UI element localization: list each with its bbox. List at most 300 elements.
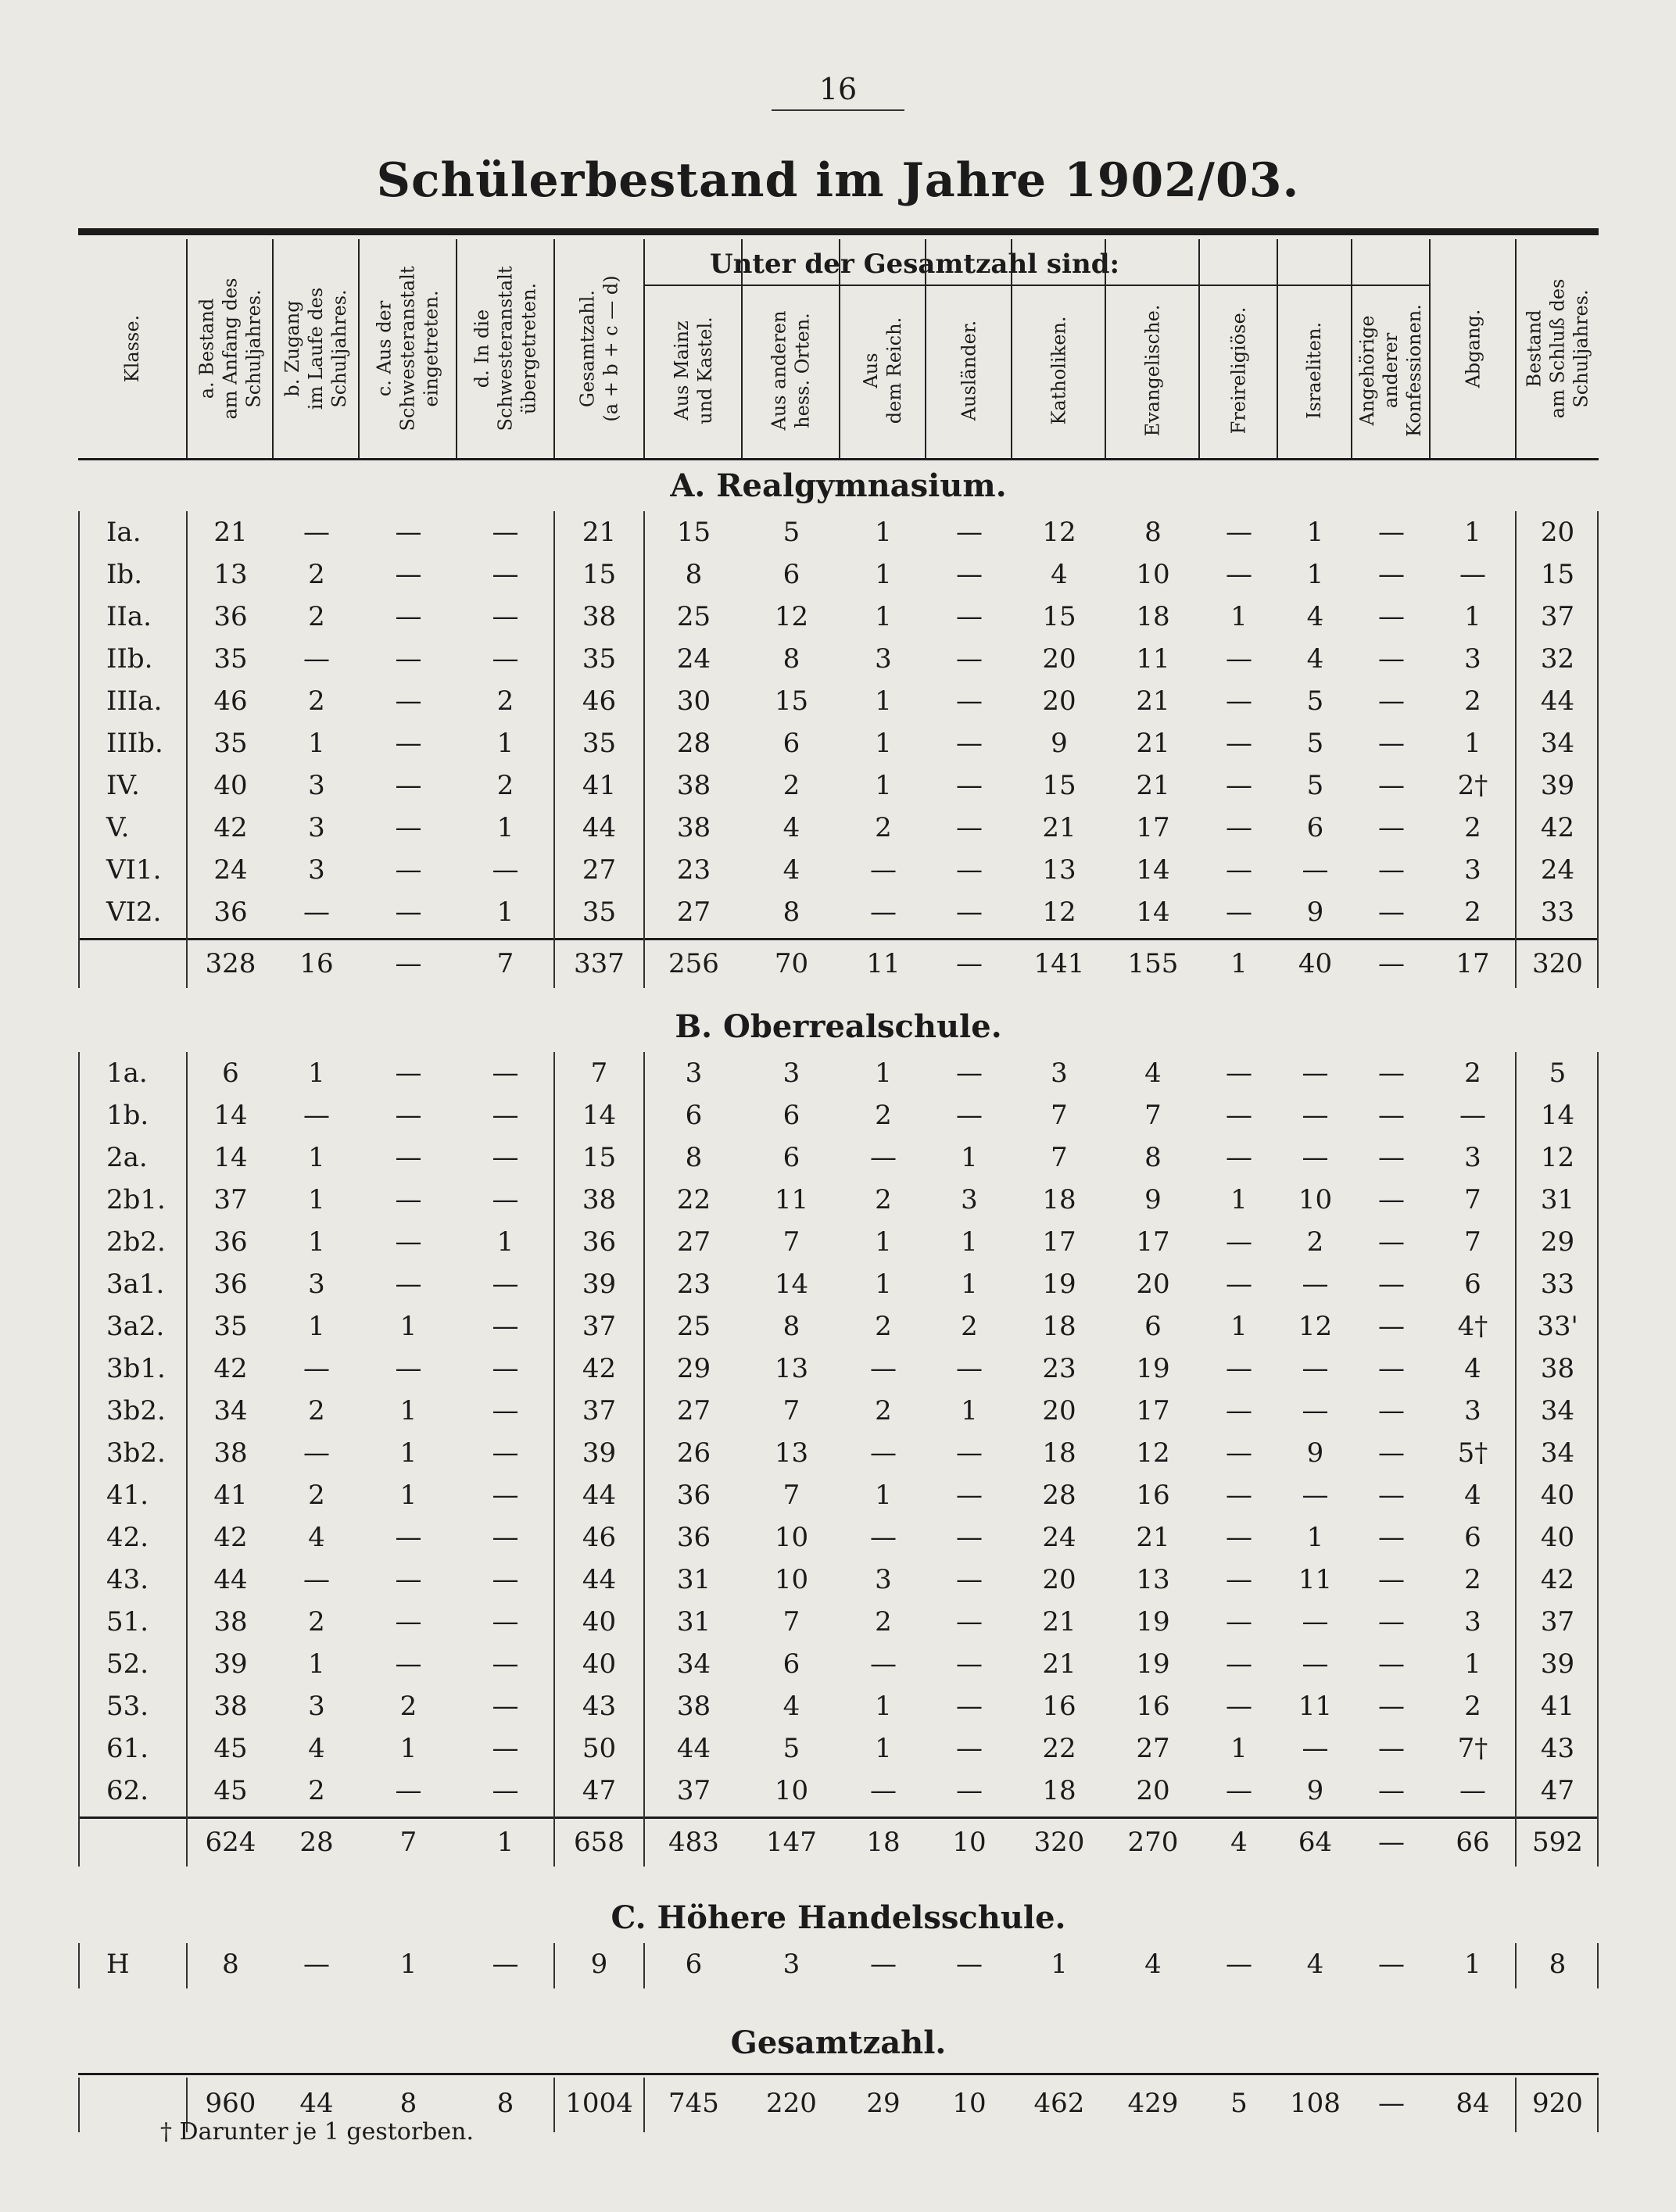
value-cell: — bbox=[1226, 1395, 1252, 1426]
value-cell: 1 bbox=[457, 807, 555, 849]
column-header bbox=[1431, 239, 1517, 458]
value-cell: — bbox=[1226, 685, 1252, 717]
value-cell: 39 bbox=[213, 1648, 248, 1680]
value-cell: 2 bbox=[875, 1100, 892, 1131]
table-row bbox=[78, 638, 1599, 680]
value-cell: 1 bbox=[875, 601, 892, 632]
value-cell: — bbox=[1226, 517, 1252, 548]
value-cell: — bbox=[395, 770, 422, 801]
value-cell: 44 bbox=[676, 1733, 711, 1764]
value-cell: — bbox=[1302, 1733, 1329, 1764]
value-cell: 40 bbox=[1540, 1480, 1575, 1511]
value-cell: 9 bbox=[1306, 897, 1324, 928]
value-cell: — bbox=[457, 1770, 555, 1812]
class-cell: 41. bbox=[78, 1474, 188, 1516]
value-cell: 42 bbox=[1540, 812, 1575, 843]
value-cell: — bbox=[457, 1094, 555, 1136]
value-cell: 16 bbox=[299, 948, 334, 979]
table-row bbox=[78, 1727, 1599, 1770]
value-cell: — bbox=[1302, 1395, 1329, 1426]
value-cell: 13 bbox=[774, 1353, 809, 1384]
column-header bbox=[926, 239, 1012, 458]
column-header-text: Israeliten. bbox=[1303, 321, 1326, 420]
value-cell: 10 bbox=[952, 1827, 987, 1858]
value-cell: — bbox=[1226, 897, 1252, 928]
value-cell: 25 bbox=[676, 601, 711, 632]
value-cell: 12 bbox=[1540, 1142, 1575, 1173]
column-rule bbox=[643, 1052, 645, 1867]
table-border bbox=[78, 1943, 80, 1988]
value-cell: 36 bbox=[676, 1522, 711, 1553]
value-cell: 46 bbox=[213, 685, 248, 717]
value-cell: 7 bbox=[782, 1480, 800, 1511]
value-cell: 42 bbox=[555, 1348, 645, 1390]
footnote: † Darunter je 1 gestorben. bbox=[160, 2118, 474, 2146]
value-cell: 42 bbox=[213, 812, 248, 843]
class-cell: 42. bbox=[78, 1516, 188, 1559]
value-cell: 10 bbox=[774, 1522, 809, 1553]
value-cell: — bbox=[1378, 2088, 1405, 2119]
value-cell: 34 bbox=[1540, 1437, 1575, 1469]
table-border bbox=[1597, 1052, 1599, 1867]
value-cell: 1 bbox=[961, 1269, 978, 1300]
value-cell: — bbox=[1431, 1094, 1517, 1136]
column-header-text: Gesamtzahl. (a + b + c — d) bbox=[576, 275, 622, 422]
column-header bbox=[78, 239, 188, 458]
column-header-text: Abgang. bbox=[1461, 309, 1484, 388]
value-cell: — bbox=[395, 897, 422, 928]
value-cell: 27 bbox=[1136, 1733, 1170, 1764]
class-cell: IIIb. bbox=[78, 722, 188, 764]
value-cell: 1 bbox=[1230, 948, 1248, 979]
value-cell: 4 bbox=[1144, 1058, 1162, 1089]
value-cell: 658 bbox=[555, 1821, 645, 1863]
value-cell: 320 bbox=[1532, 948, 1583, 979]
value-cell: 15 bbox=[1540, 559, 1575, 590]
value-cell: 44 bbox=[213, 1564, 248, 1595]
value-cell: 2 bbox=[308, 1395, 325, 1426]
value-cell: 20 bbox=[1540, 517, 1575, 548]
section-title: C. Höhere Handelsschule. bbox=[611, 1899, 1066, 1936]
value-cell: — bbox=[1226, 1353, 1252, 1384]
value-cell: 18 bbox=[1042, 1437, 1076, 1469]
value-cell: 2 bbox=[875, 812, 892, 843]
value-cell: 44 bbox=[555, 807, 645, 849]
table-row bbox=[78, 1685, 1599, 1727]
value-cell: 1 bbox=[875, 1480, 892, 1511]
value-cell: — bbox=[1226, 1226, 1252, 1258]
value-cell: 1 bbox=[875, 728, 892, 759]
value-cell: 3 bbox=[1431, 849, 1517, 891]
value-cell: 36 bbox=[213, 1226, 248, 1258]
value-cell: 8 bbox=[685, 1142, 703, 1173]
value-cell: 1 bbox=[1230, 1184, 1248, 1215]
value-cell: 8 bbox=[1549, 1949, 1567, 1980]
value-cell: 39 bbox=[555, 1263, 645, 1305]
value-cell: 37 bbox=[555, 1390, 645, 1432]
column-header bbox=[274, 239, 360, 458]
value-cell: — bbox=[395, 1269, 422, 1300]
value-cell: — bbox=[457, 1390, 555, 1432]
class-cell: V. bbox=[78, 807, 188, 849]
value-cell: 35 bbox=[555, 722, 645, 764]
value-cell: — bbox=[956, 1949, 983, 1980]
value-cell: 6 bbox=[685, 1949, 703, 1980]
value-cell: 38 bbox=[213, 1691, 248, 1722]
value-cell: — bbox=[1302, 1353, 1329, 1384]
value-cell: — bbox=[457, 1601, 555, 1643]
value-cell: 9 bbox=[1306, 1437, 1324, 1469]
value-cell: 40 bbox=[213, 770, 248, 801]
value-cell: 141 bbox=[1033, 948, 1085, 979]
value-cell: 108 bbox=[1290, 2088, 1341, 2119]
value-cell: 1 bbox=[1230, 1311, 1248, 1342]
value-cell: 4 bbox=[1306, 601, 1324, 632]
value-cell: 12 bbox=[1042, 517, 1076, 548]
value-cell: — bbox=[1378, 1353, 1405, 1384]
value-cell: — bbox=[1378, 770, 1405, 801]
value-cell: — bbox=[1378, 728, 1405, 759]
value-cell: 1 bbox=[961, 1226, 978, 1258]
value-cell: 3 bbox=[875, 1564, 892, 1595]
value-cell: 1 bbox=[399, 1311, 417, 1342]
table-row bbox=[78, 1179, 1599, 1221]
column-rule bbox=[643, 1943, 645, 1988]
value-cell: 1 bbox=[1431, 511, 1517, 553]
value-cell: 19 bbox=[1042, 1269, 1076, 1300]
value-cell: 11 bbox=[1298, 1564, 1333, 1595]
value-cell: 22 bbox=[1042, 1733, 1076, 1764]
value-cell: 3 bbox=[782, 1058, 800, 1089]
value-cell: 3 bbox=[961, 1184, 978, 1215]
class-cell: 3b2. bbox=[78, 1432, 188, 1474]
value-cell: 31 bbox=[676, 1606, 711, 1638]
value-cell: 1 bbox=[1431, 1643, 1517, 1685]
column-header bbox=[645, 239, 743, 458]
value-cell: 20 bbox=[1042, 685, 1076, 717]
table-row bbox=[78, 1643, 1599, 1685]
column-header bbox=[1352, 239, 1431, 458]
value-cell: 13 bbox=[1136, 1564, 1170, 1595]
value-cell: 13 bbox=[1042, 854, 1076, 886]
column-rule bbox=[186, 511, 188, 988]
value-cell: 8 bbox=[782, 643, 800, 675]
table-row bbox=[78, 722, 1599, 764]
value-cell: 38 bbox=[555, 1179, 645, 1221]
value-cell: — bbox=[956, 1775, 983, 1806]
value-cell: — bbox=[1302, 1058, 1329, 1089]
value-cell: 1 bbox=[875, 1691, 892, 1722]
value-cell: — bbox=[395, 1058, 422, 1089]
value-cell: — bbox=[870, 1949, 897, 1980]
value-cell: 4 bbox=[1306, 643, 1324, 675]
value-cell: 5 bbox=[1230, 2088, 1248, 2119]
value-cell: — bbox=[457, 1559, 555, 1601]
value-cell: 2 bbox=[1431, 1052, 1517, 1094]
table-row bbox=[78, 764, 1599, 807]
value-cell: 1 bbox=[875, 1226, 892, 1258]
value-cell: — bbox=[956, 1691, 983, 1722]
value-cell: — bbox=[457, 1263, 555, 1305]
value-cell: 6 bbox=[1431, 1516, 1517, 1559]
value-cell: — bbox=[870, 897, 897, 928]
value-cell: 3 bbox=[308, 1269, 325, 1300]
value-cell: 14 bbox=[213, 1100, 248, 1131]
value-cell: — bbox=[457, 1432, 555, 1474]
value-cell: 1 bbox=[961, 1142, 978, 1173]
page-title: Schülerbestand im Jahre 1902/03. bbox=[376, 153, 1300, 208]
value-cell: 21 bbox=[1136, 1522, 1170, 1553]
value-cell: 17 bbox=[1136, 1395, 1170, 1426]
value-cell: 1 bbox=[399, 1437, 417, 1469]
value-cell: 9 bbox=[1051, 728, 1068, 759]
value-cell: — bbox=[1226, 1691, 1252, 1722]
value-cell: 19 bbox=[1136, 1353, 1170, 1384]
value-cell: 429 bbox=[1127, 2088, 1179, 2119]
column-header-text: b. Zugang im Laufe des Schuljahres. bbox=[281, 287, 350, 410]
value-cell: 7 bbox=[399, 1827, 417, 1858]
value-cell: 36 bbox=[213, 897, 248, 928]
value-cell: 35 bbox=[555, 638, 645, 680]
value-cell: — bbox=[457, 511, 555, 553]
value-cell: 4 bbox=[308, 1522, 325, 1553]
value-cell: 46 bbox=[555, 1516, 645, 1559]
value-cell: 29 bbox=[676, 1353, 711, 1384]
value-cell: 3 bbox=[1051, 1058, 1068, 1089]
value-cell: 9 bbox=[1144, 1184, 1162, 1215]
value-cell: — bbox=[956, 897, 983, 928]
value-cell: 5 bbox=[782, 1733, 800, 1764]
table-border bbox=[1597, 2078, 1599, 2132]
value-cell: — bbox=[1378, 559, 1405, 590]
value-cell: 5 bbox=[1306, 728, 1324, 759]
value-cell: 41 bbox=[213, 1480, 248, 1511]
value-cell: — bbox=[1226, 854, 1252, 886]
value-cell: 21 bbox=[1136, 728, 1170, 759]
value-cell: — bbox=[1431, 553, 1517, 596]
value-cell: 16 bbox=[1136, 1691, 1170, 1722]
value-cell: — bbox=[1378, 601, 1405, 632]
value-cell: 40 bbox=[1540, 1522, 1575, 1553]
value-cell: 1 bbox=[875, 685, 892, 717]
value-cell: 17 bbox=[1431, 943, 1517, 985]
table-row bbox=[78, 1094, 1599, 1136]
value-cell: — bbox=[956, 559, 983, 590]
value-cell: — bbox=[395, 1226, 422, 1258]
horizontal-rule bbox=[78, 2073, 1599, 2075]
value-cell: — bbox=[457, 849, 555, 891]
value-cell: 328 bbox=[205, 948, 256, 979]
table-row bbox=[78, 1136, 1599, 1179]
value-cell: 5 bbox=[1549, 1058, 1567, 1089]
horizontal-rule bbox=[78, 1816, 1599, 1819]
value-cell: 256 bbox=[668, 948, 719, 979]
value-cell: — bbox=[303, 897, 330, 928]
value-cell: 1 bbox=[308, 1648, 325, 1680]
value-cell: 26 bbox=[676, 1437, 711, 1469]
value-cell: 2 bbox=[1431, 891, 1517, 933]
column-rule bbox=[553, 1943, 555, 1988]
value-cell: 24 bbox=[213, 854, 248, 886]
value-cell: 29 bbox=[866, 2088, 901, 2119]
value-cell: 745 bbox=[668, 2088, 719, 2119]
value-cell: — bbox=[956, 854, 983, 886]
value-cell: 4 bbox=[782, 812, 800, 843]
value-cell: 34 bbox=[1540, 728, 1575, 759]
column-header bbox=[555, 239, 645, 458]
value-cell: 10 bbox=[774, 1564, 809, 1595]
value-cell: 64 bbox=[1298, 1827, 1333, 1858]
value-cell: — bbox=[1302, 1648, 1329, 1680]
value-cell: 9 bbox=[1306, 1775, 1324, 1806]
value-cell: — bbox=[457, 553, 555, 596]
value-cell: 21 bbox=[1136, 685, 1170, 717]
table-row bbox=[78, 1390, 1599, 1432]
table-row bbox=[78, 1943, 1599, 1985]
value-cell: 33 bbox=[1540, 1269, 1575, 1300]
value-cell: 18 bbox=[1136, 601, 1170, 632]
value-cell: — bbox=[1378, 1827, 1405, 1858]
value-cell: 27 bbox=[555, 849, 645, 891]
value-cell: — bbox=[1226, 1564, 1252, 1595]
value-cell: 2 bbox=[1431, 680, 1517, 722]
class-cell: 2a. bbox=[78, 1136, 188, 1179]
value-cell: 20 bbox=[1042, 1395, 1076, 1426]
value-cell: 15 bbox=[774, 685, 809, 717]
table-row bbox=[78, 1601, 1599, 1643]
value-cell: 38 bbox=[1540, 1353, 1575, 1384]
value-cell: 31 bbox=[1540, 1184, 1575, 1215]
value-cell: 3 bbox=[782, 1949, 800, 1980]
column-header bbox=[457, 239, 555, 458]
column-header-text: a. Bestand am Anfang des Schuljahres. bbox=[195, 277, 265, 420]
value-cell: — bbox=[395, 1606, 422, 1638]
class-cell: 62. bbox=[78, 1770, 188, 1812]
class-cell: Ia. bbox=[78, 511, 188, 553]
value-cell: 1 bbox=[875, 559, 892, 590]
section-title: B. Oberrealschule. bbox=[675, 1008, 1002, 1045]
value-cell: — bbox=[1378, 897, 1405, 928]
value-cell: — bbox=[1226, 812, 1252, 843]
value-cell: 36 bbox=[213, 1269, 248, 1300]
value-cell: 1 bbox=[875, 1058, 892, 1089]
value-cell: 5† bbox=[1431, 1432, 1517, 1474]
value-cell: 592 bbox=[1532, 1827, 1583, 1858]
value-cell: 2 bbox=[457, 680, 555, 722]
value-cell: 70 bbox=[774, 948, 809, 979]
value-cell: 18 bbox=[1042, 1775, 1076, 1806]
value-cell: — bbox=[1378, 1522, 1405, 1553]
value-cell: 39 bbox=[1540, 1648, 1575, 1680]
value-cell: — bbox=[303, 1564, 330, 1595]
value-cell: 22 bbox=[676, 1184, 711, 1215]
value-cell: 1 bbox=[457, 891, 555, 933]
value-cell: 21 bbox=[1042, 1648, 1076, 1680]
value-cell: — bbox=[956, 812, 983, 843]
table-border bbox=[78, 511, 80, 988]
value-cell: — bbox=[395, 728, 422, 759]
value-cell: 14 bbox=[1136, 854, 1170, 886]
value-cell: — bbox=[1302, 1269, 1329, 1300]
column-rule bbox=[186, 1052, 188, 1867]
value-cell: — bbox=[395, 1142, 422, 1173]
value-cell: 28 bbox=[1042, 1480, 1076, 1511]
horizontal-rule bbox=[78, 938, 1599, 940]
value-cell: — bbox=[870, 1353, 897, 1384]
class-cell: 1b. bbox=[78, 1094, 188, 1136]
value-cell: 66 bbox=[1431, 1821, 1517, 1863]
value-cell: — bbox=[395, 643, 422, 675]
value-cell: — bbox=[956, 1058, 983, 1089]
value-cell: 7 bbox=[1144, 1100, 1162, 1131]
value-cell: 25 bbox=[676, 1311, 711, 1342]
value-cell: 18 bbox=[866, 1827, 901, 1858]
table-row bbox=[78, 1305, 1599, 1348]
value-cell: 27 bbox=[676, 1395, 711, 1426]
value-cell: 12 bbox=[1042, 897, 1076, 928]
page-number: 16 bbox=[0, 72, 1676, 111]
value-cell: 36 bbox=[555, 1221, 645, 1263]
value-cell: — bbox=[457, 1179, 555, 1221]
value-cell: 1 bbox=[1306, 1522, 1324, 1553]
value-cell: 44 bbox=[555, 1474, 645, 1516]
value-cell: — bbox=[870, 854, 897, 886]
value-cell: 44 bbox=[555, 1559, 645, 1601]
class-cell: H bbox=[78, 1943, 188, 1985]
column-header-text: Evangelische. bbox=[1141, 304, 1163, 437]
value-cell: 1 bbox=[399, 1733, 417, 1764]
value-cell: — bbox=[457, 1348, 555, 1390]
value-cell: 1 bbox=[875, 1733, 892, 1764]
total-row bbox=[78, 943, 1599, 985]
value-cell: 3 bbox=[308, 812, 325, 843]
value-cell: 1 bbox=[399, 1480, 417, 1511]
value-cell: 8 bbox=[399, 2088, 417, 2119]
value-cell: 11 bbox=[866, 948, 901, 979]
value-cell: 7 bbox=[782, 1226, 800, 1258]
value-cell: 1 bbox=[1306, 559, 1324, 590]
value-cell: — bbox=[1378, 812, 1405, 843]
value-cell: — bbox=[395, 854, 422, 886]
value-cell: — bbox=[956, 1437, 983, 1469]
table-row bbox=[78, 1052, 1599, 1094]
value-cell: 39 bbox=[1540, 770, 1575, 801]
value-cell: 1 bbox=[875, 517, 892, 548]
column-rule bbox=[1515, 1052, 1517, 1867]
value-cell: 6 bbox=[1431, 1263, 1517, 1305]
value-cell: — bbox=[1226, 643, 1252, 675]
column-header bbox=[1200, 239, 1278, 458]
value-cell: — bbox=[303, 517, 330, 548]
value-cell: 3 bbox=[1431, 1601, 1517, 1643]
value-cell: 19 bbox=[1136, 1648, 1170, 1680]
value-cell: 21 bbox=[1136, 770, 1170, 801]
value-cell: — bbox=[457, 1727, 555, 1770]
value-cell: 8 bbox=[457, 2082, 555, 2124]
table-border bbox=[1597, 511, 1599, 988]
value-cell: — bbox=[1226, 1100, 1252, 1131]
value-cell: — bbox=[457, 1474, 555, 1516]
value-cell: 84 bbox=[1431, 2082, 1517, 2124]
class-cell: IIa. bbox=[78, 596, 188, 638]
value-cell: 20 bbox=[1136, 1269, 1170, 1300]
value-cell: 34 bbox=[213, 1395, 248, 1426]
value-cell: 7 bbox=[782, 1606, 800, 1638]
value-cell: — bbox=[1378, 1226, 1405, 1258]
value-cell: 2 bbox=[308, 1606, 325, 1638]
column-rule bbox=[643, 511, 645, 988]
value-cell: 2 bbox=[875, 1606, 892, 1638]
